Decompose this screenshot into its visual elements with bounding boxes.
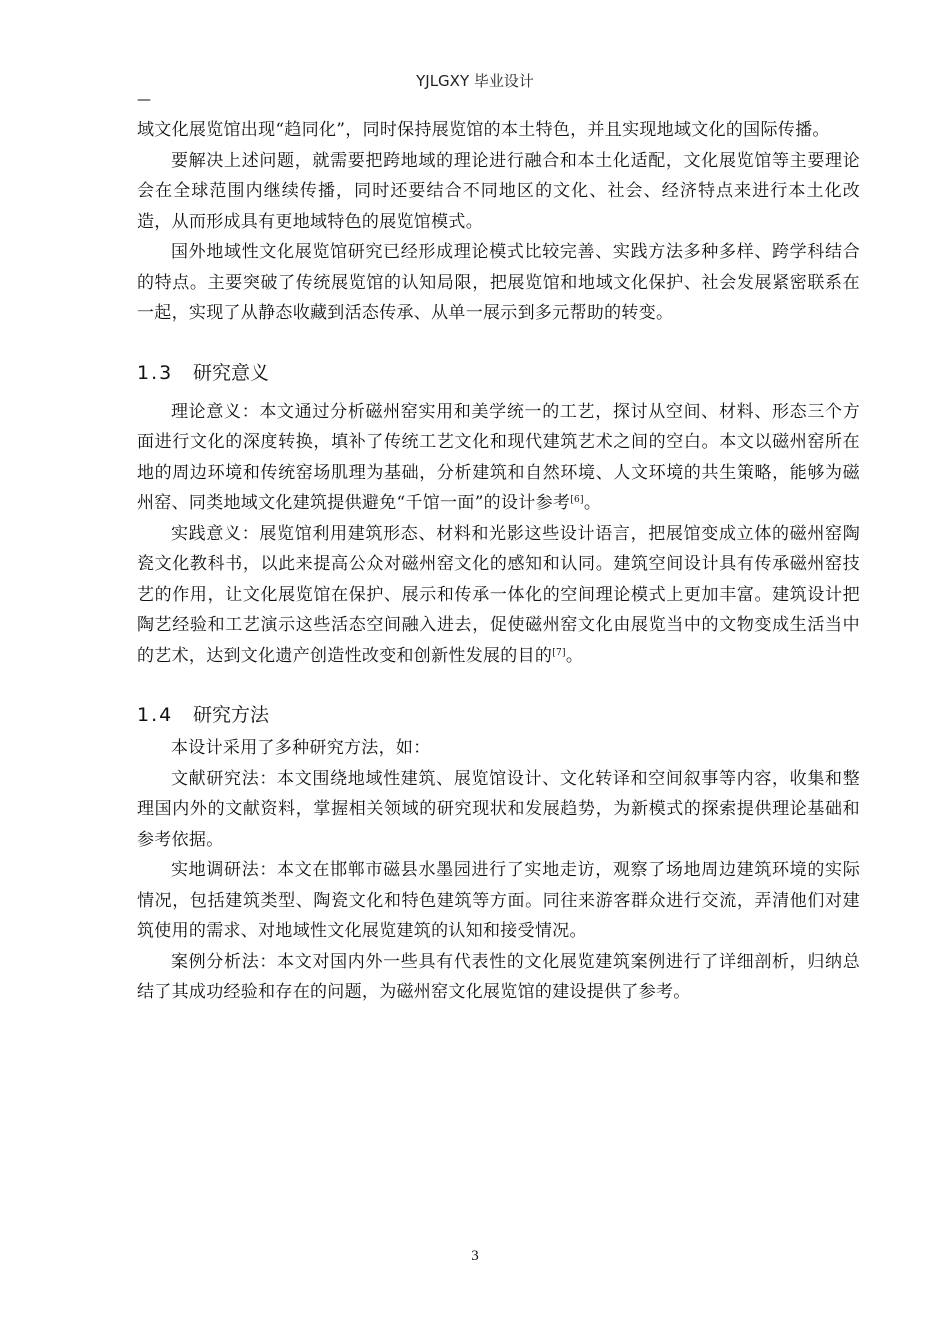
paragraph: 本设计采用了多种研究方法，如： [171, 738, 431, 758]
section-title: 研究方法 [193, 704, 270, 726]
paragraph-continued: 域文化展览馆出现“趋同化”，同时保持展览馆的本土特色，并且实现地域文化的国际传播。 [137, 120, 830, 140]
citation-ref: [6] [570, 495, 584, 505]
page-header: YJLGXY 毕业设计 [416, 72, 534, 90]
section-title: 研究意义 [193, 361, 270, 384]
paragraph-theoretical-significance [137, 397, 860, 519]
paragraph-field-method: 实地调研法：本文在邯郸市磁县水墨园进行了实地走访，观察了场地周边建筑环境的实际情况，包括建筑类型、陶瓷文化和特色建筑等方面。同往来游客群众进行交流，弄清他们对建筑使用的需求、对地域性文化展览建筑的认知和接受情况。 [137, 860, 860, 941]
paragraph-end: 。 [565, 645, 584, 666]
paragraph-text: 理论意义：本文通过分析磁州窑实用和美学统一的工艺，探讨从空间、材料、形态三个方面进行文化的深度转换，填补了传统工艺文化和现代建筑艺术之间的空白。本文以磁州窑所在地的周边环境和传统窑场肌理为基础，分析建筑和自然环境、人文环境的共生策略，能够为磁州窑、同类地域文化建筑提供避免“千馆一面”的设计参考 [137, 401, 860, 513]
paragraph-case-method: 案例分析法：本文对国内外一些具有代表性的文化展览建筑案例进行了详细剖析，归纳总结了其成功经验和存在的问题，为磁州窑文化展览馆的建设提供了参考。 [137, 951, 860, 1002]
paragraph-end: 。 [583, 493, 602, 513]
header-dash-mark: — [137, 92, 151, 108]
paragraph: 国外地域性文化展览馆研究已经形成理论模式比较完善、实践方法多种多样、跨学科结合的特点。主要突破了传统展览馆的认知局限，把展览馆和地域文化保护、社会发展紧密联系在一起，实现了从静态收藏到活态传承、从单一展示到多元帮助的转变。 [137, 242, 860, 323]
section-number: 1.4 [137, 704, 174, 726]
page-content [137, 115, 860, 1008]
page-number: 3 [471, 1248, 479, 1264]
section-heading-1-3 [137, 358, 860, 388]
section-heading-1-4 [137, 700, 860, 730]
paragraph-literature-method: 文献研究法：本文围绕地域性建筑、展览馆设计、文化转译和空间叙事等内容，收集和整理国内外的文献资料，掌握相关领域的研究现状和发展趋势，为新模式的探索提供理论基础和参考依据。 [137, 768, 860, 850]
paragraph: 要解决上述问题，就需要把跨地域的理论进行融合和本土化适配，文化展览馆等主要理论会在全球范围内继续传播，同时还要结合不同地区的文化、社会、经济特点来进行本土化改造，从而形成具有更地域特色的展览馆模式。 [137, 150, 860, 232]
section-number: 1.3 [137, 361, 174, 384]
citation-ref: [7] [552, 647, 566, 658]
paragraph-text: 实践意义：展览馆利用建筑形态、材料和光影这些设计语言，把展馆变成立体的磁州窑陶瓷文化教科书，以此来提高公众对磁州窑文化的感知和认同。建筑空间设计具有传承磁州窑技艺的作用，让文化展览馆在保护、展示和传承一体化的空间理论模式上更加丰富。建筑设计把陶艺经验和工艺演示这些活态空间融入进去，促使磁州窑文化由展览当中的文物变成生活当中的艺术，达到文化遗产创造性改变和创新性发展的目的 [137, 523, 860, 666]
paragraph-practical-significance [137, 519, 860, 672]
